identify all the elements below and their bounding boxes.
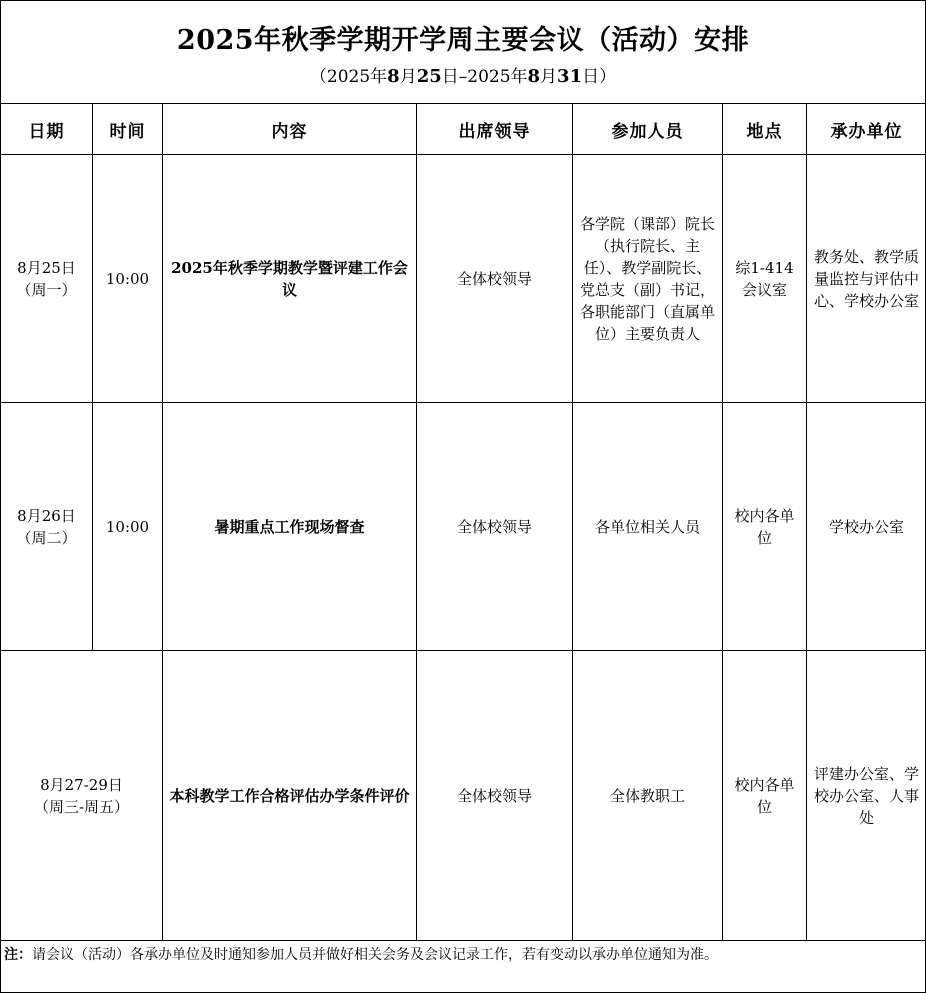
cell-organizer: 评建办公室、学校办公室、人事处	[807, 651, 926, 941]
header-attendees: 参加人员	[573, 104, 723, 155]
date-text: 8月27-29日	[40, 775, 123, 794]
header-date: 日期	[1, 104, 93, 155]
cell-location: 校内各单位	[723, 403, 807, 651]
cell-leaders: 全体校领导	[417, 155, 573, 403]
cell-date	[1, 403, 93, 651]
cell-date-merged	[1, 651, 163, 941]
cell-location: 校内各单位	[723, 651, 807, 941]
cell-organizer: 学校办公室	[807, 403, 926, 651]
cell-attendees: 各单位相关人员	[573, 403, 723, 651]
header-content: 内容	[163, 104, 417, 155]
page-title: 2025年秋季学期开学周主要会议（活动）安排	[176, 25, 750, 56]
subtitle-end-year: 2025年	[467, 67, 528, 87]
date-text: 8月25日	[17, 258, 76, 277]
date-range-subtitle	[0, 62, 926, 87]
weekday-text: （周一）	[16, 280, 77, 299]
cell-content: 2025年秋季学期教学暨评建工作会议	[163, 155, 417, 403]
header-time: 时间	[93, 104, 163, 155]
cell-time: 10:00	[93, 403, 163, 651]
cell-attendees: 全体教职工	[573, 651, 723, 941]
footnote-text: 请会议（活动）各承办单位及时通知参加人员并做好相关会务及会议记录工作，若有变动以承办单位通知为准。	[32, 947, 718, 963]
schedule-table	[0, 103, 926, 941]
subtitle-month-char-2: 月	[540, 67, 558, 87]
subtitle-end-day: 31	[557, 66, 583, 87]
weekday-text: （周二）	[16, 528, 77, 547]
subtitle-dash: –	[458, 67, 468, 87]
table-row	[1, 403, 926, 651]
date-text: 8月26日	[17, 506, 76, 525]
subtitle-end-month: 8	[527, 66, 541, 87]
header-location: 地点	[723, 104, 807, 155]
cell-content: 本科教学工作合格评估办学条件评价	[163, 651, 417, 941]
cell-location: 综1-414会议室	[723, 155, 807, 403]
table-header-row	[1, 104, 926, 155]
footnote	[4, 944, 920, 966]
frame-border-top	[0, 0, 926, 1]
footnote-label: 注：	[4, 947, 32, 963]
subtitle-start-month: 8	[387, 66, 400, 87]
subtitle-day-char-2: 日	[582, 67, 600, 87]
cell-content: 暑期重点工作现场督查	[163, 403, 417, 651]
table-row	[1, 651, 926, 941]
cell-date	[1, 155, 93, 403]
table-row	[1, 155, 926, 403]
subtitle-start-day: 25	[416, 66, 442, 87]
header-leaders: 出席领导	[417, 104, 573, 155]
subtitle-close-paren: ）	[599, 67, 617, 87]
subtitle-day-char-1: 日	[441, 67, 459, 87]
cell-organizer: 教务处、教学质量监控与评估中心、学校办公室	[807, 155, 926, 403]
subtitle-month-char-1: 月	[399, 67, 417, 87]
cell-time: 10:00	[93, 155, 163, 403]
cell-leaders: 全体校领导	[417, 403, 573, 651]
header-organizer: 承办单位	[807, 104, 926, 155]
weekday-text: （周三-周五）	[33, 797, 130, 816]
cell-leaders: 全体校领导	[417, 651, 573, 941]
cell-attendees: 各学院（课部）院长（执行院长、主任）、教学副院长、党总支（副）书记，各职能部门（直属单位）主要负责人	[573, 155, 723, 403]
subtitle-start-year: 2025年	[326, 67, 388, 87]
subtitle-open-paren: （	[309, 67, 327, 87]
